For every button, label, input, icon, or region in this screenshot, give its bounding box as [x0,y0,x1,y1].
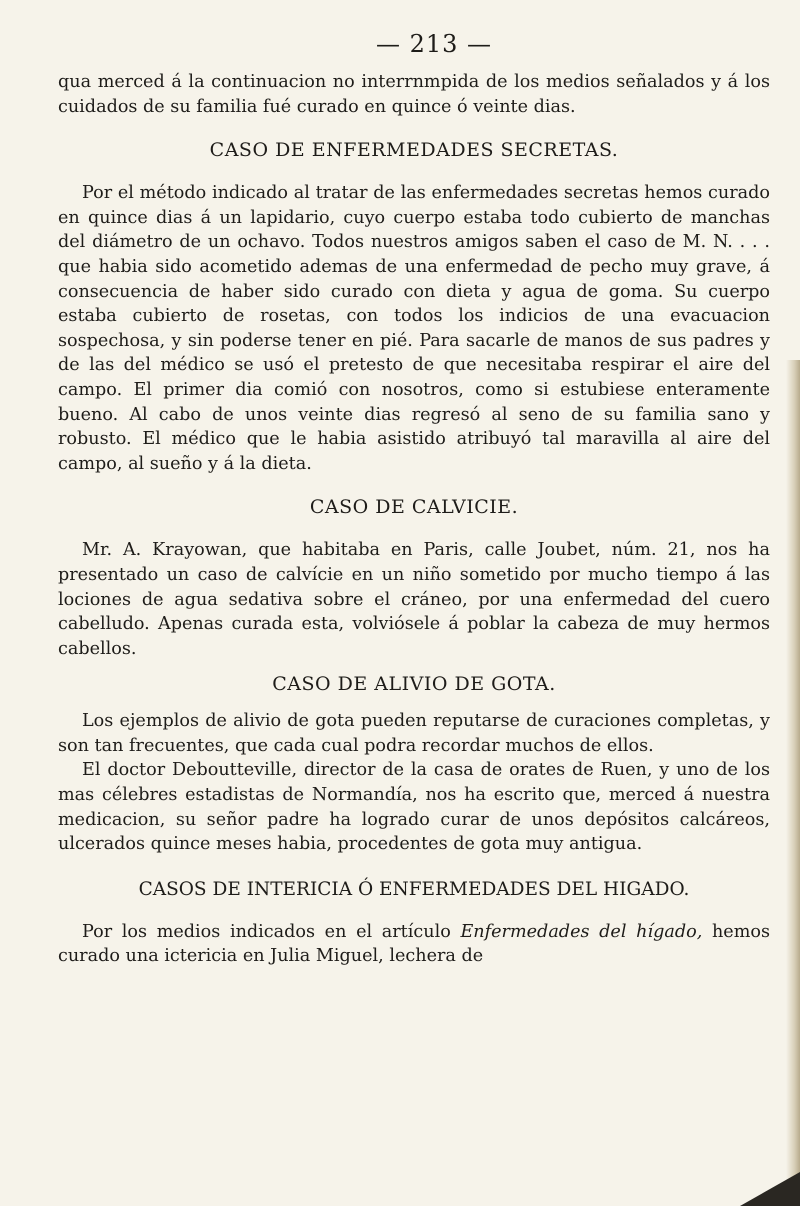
heading-alivio-gota: CASO DE ALIVIO DE GOTA. [272,673,556,696]
page-corner-mark [740,1172,800,1206]
paragraph-enfermedades-secretas: Por el método indicado al tratar de las enfermedades secretas hemos curado en quince dias á un lapidario, cuyo cuerpo estaba todo cubierto de manchas del diámetro de un ochavo. Todos nuestros amigos saben el caso de M. N. . . . que habia sido acometido ademas de una enfermedad de pecho muy grave, á consecuencia de haber sido curado con dieta y agua de goma. Su cuerpo estaba cubierto de rosetas, con todos los indicios de una evacuacion sospechosa, y sin poderse tener en pié. Para sacarle de manos de sus padres y de las del médico se usó el pretesto de que necesitaba respirar el aire del campo. El primer dia comió con nosotros, como si estubiese enteramente bueno. Al cabo de unos veinte dias regresó al seno de su familia sano y robusto. El médico que le habia asistido atribuyó tal maravilla al aire del campo, al sueño y á la dieta. [58,183,770,474]
paragraph-higado [58,920,770,969]
heading-higado: CASOS DE INTERICIA Ó ENFERMEDADES DEL HIGADO. [138,878,690,900]
paragraph-higado-end: hemos curado una ictericia en Julia Miguel, lechera de [58,921,771,967]
paragraph-gota-1: Los ejemplos de alivio de gota pueden reputarse de curaciones completas, y son tan frecuentes, que cada cual podra recordar muchos de ellos. [58,711,770,756]
page-edge-shadow [786,360,800,1206]
paragraph-gota-2: El doctor Deboutteville, director de la casa de orates de Ruen, y uno de los mas célebres estadistas de Normandía, nos ha escrito que, merced á nuestra medicacion, su señor padre ha logrado curar de unos depósitos calcáreos, ulcerados quince meses habia, procedentes de gota muy antigua. [58,760,770,855]
heading-calvicie: CASO DE CALVICIE. [309,496,519,519]
document-page [58,30,770,969]
page-number: — 213 — [375,30,493,58]
paragraph-calvicie: Mr. A. Krayowan, que habitaba en Paris, calle Joubet, núm. 21, nos ha presentado un caso de calvície en un niño sometido por mucho tiempo á las lociones de agua sedativa sobre el cráneo, por una enfermedad del cuero cabelludo. Apenas curada esta, volviósele á poblar la cabeza de muy hermos cabellos. [58,540,770,659]
heading-enfermedades-secretas: CASO DE ENFERMEDADES SECRETAS. [209,139,619,162]
paragraph-higado-start: Por los medios indicados en el artículo [82,921,461,942]
paragraph-intro: qua merced á la continuacion no interrnmpida de los medios señalados y á los cuidados de su familia fué curado en quince ó veinte dias. [58,72,770,117]
paragraph-higado-article-title: Enfermedades del hígado, [460,921,703,942]
